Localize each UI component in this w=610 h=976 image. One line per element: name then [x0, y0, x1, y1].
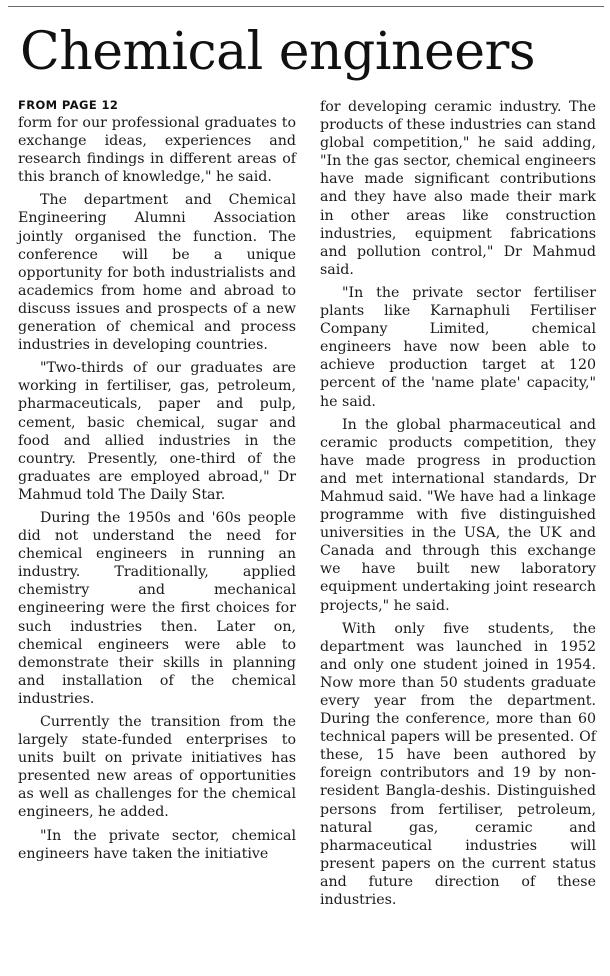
article-paragraph: In the global pharmaceutical and ceramic products competition, they have made progress in production and met international standards, Dr Mahmud said. "We have had a linkage programme with five distinguished universities in the USA, the UK and Canada and through this exchange we have built new laboratory equipment undertaking joint research projects," he said. — [320, 416, 596, 614]
article-paragraph: Currently the transition from the largely state-funded enterprises to units built on private initiatives has presented new areas of opportunities as well as challenges for the chemical engineers, he added. — [18, 714, 296, 821]
article-paragraph: form for our professional graduates to exchange ideas, experiences and research findings in different areas of this branch of knowledge," he said. — [18, 115, 296, 186]
article-paragraph: "Two-thirds of our graduates are working in fertiliser, gas, petroleum, pharmaceuticals, paper and pulp, cement, basic chemical, sugar and food and allied industries in the country. Presently, one-third of the graduates are employed abroad," Dr Mahmud told The Daily Star. — [18, 360, 296, 503]
top-rule — [8, 6, 604, 7]
article-paragraph: "In the private sector fertiliser plants like Karnaphuli Fertiliser Company Limited, chemical engineers have now been able to achieve production target at 120 percent of the 'name plate' capacity," he said. — [320, 284, 596, 410]
article-paragraph: "In the private sector, chemical engineers have taken the initiative — [18, 827, 296, 862]
headline: Chemical engineers — [20, 22, 536, 82]
article-paragraph: During the 1950s and '60s people did not understand the need for chemical engineers in running an industry. Traditionally, applied chemistry and mechanical engineering were the first choices for such industries then. Later on, chemical engineers were able to demonstrate their skills in planning and installation of the chemical industries. — [18, 509, 296, 707]
article-column-left — [18, 98, 296, 868]
article-paragraph: With only five students, the department was launched in 1952 and only one student joined in 1954. Now more than 50 students graduate every year from the department. During the conference, more than 60 technical papers will be presented. Of these, 15 have been authored by foreign contributors and 19 by non-resident Bangla-deshis. Distinguished persons from fertiliser, petroleum, natural gas, ceramic and pharmaceutical industries will present papers on the current status and future direction of these industries. — [320, 620, 596, 909]
article-paragraph: The department and Chemical Engineering Alumni Association jointly organised the function. The conference will be a unique opportunity for both industrialists and academics from home and abroad to discuss issues and prospects of a new generation of chemical and process industries in developing countries. — [18, 192, 296, 354]
continuation-kicker: FROM PAGE 12 — [18, 98, 119, 112]
article-column-right — [320, 98, 596, 914]
article-paragraph: for developing ceramic industry. The products of these industries can stand global competition," he said adding, "In the gas sector, chemical engineers have made significant contributions and they have also made their mark in other areas like construction industries, equipment fabrications and pollution control," Dr Mahmud said. — [320, 99, 596, 278]
